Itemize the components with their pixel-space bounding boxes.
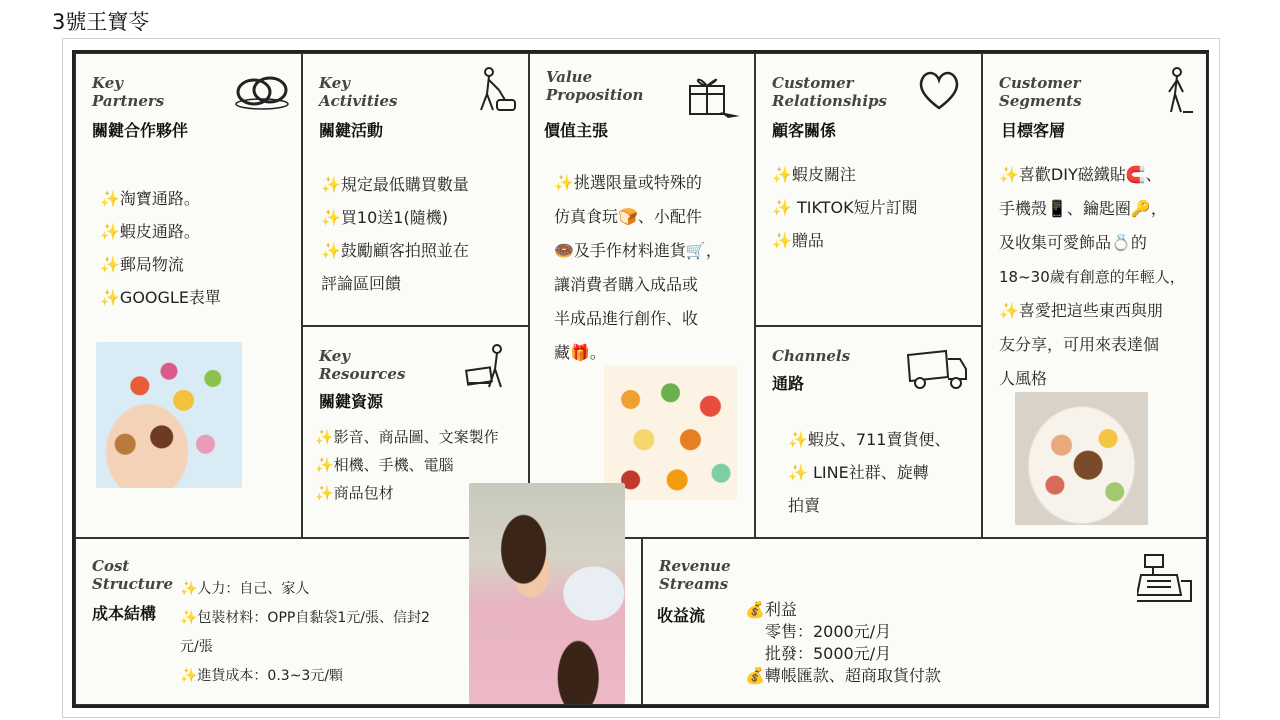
revenue-streams-en-label: Revenue Streams xyxy=(659,557,731,593)
list-item: ✨蝦皮、711賣貨便、 xyxy=(788,430,951,449)
revenue-streams-zh-label: 收益流 xyxy=(657,606,706,625)
list-item: ✨蝦皮關注 xyxy=(772,165,856,184)
key-activities-block xyxy=(302,53,529,326)
customer-relationships-block xyxy=(755,53,982,326)
customer-segments-zh-label: 目標客層 xyxy=(1001,121,1066,140)
list-item: 及收集可愛飾品💍的 xyxy=(999,233,1147,252)
miniature-food-hand-photo xyxy=(96,342,242,488)
list-item: ✨GOOGLE表單 xyxy=(100,288,221,307)
key-partners-en-label: Key Partners xyxy=(92,74,165,110)
list-item: 讓消費者購入成品或 xyxy=(554,275,699,294)
list-item: 元/張 xyxy=(180,639,213,655)
customer-relationships-en-label: Customer Relationships xyxy=(772,74,887,110)
list-item: ✨相機、手機、電腦 xyxy=(315,456,454,474)
list-item: ✨鼓勵顧客拍照並在 xyxy=(321,241,469,260)
channels-en-label: Channels xyxy=(772,347,851,365)
truck-icon xyxy=(904,347,968,391)
value-proposition-en-label: Value Proposition xyxy=(546,68,644,104)
list-item: 18~30歲有創意的年輕人， xyxy=(999,268,1185,286)
list-item: 藏🎁。 xyxy=(554,343,606,362)
list-item: ✨商品包材 xyxy=(315,484,394,502)
list-item: ✨買10送1(隨機) xyxy=(321,208,448,227)
list-item: 零售：2000元/月 xyxy=(765,622,892,641)
heart-icon xyxy=(916,68,962,112)
list-item: ✨贈品 xyxy=(772,231,824,250)
customer-relationships-zh-label: 顧客關係 xyxy=(772,121,837,140)
vacuum-person-icon xyxy=(471,66,519,114)
key-partners-zh-label: 關鍵合作夥伴 xyxy=(92,121,189,140)
revenue-streams-list xyxy=(745,599,1045,687)
list-item: 半成品進行創作、收 xyxy=(554,309,699,328)
customer-segments-en-label: Customer Segments xyxy=(999,74,1082,110)
cost-structure-zh-label: 成本結構 xyxy=(92,604,157,623)
list-item: ✨進貨成本：0.3~3元/顆 xyxy=(180,668,344,684)
list-item: ✨人力：自己、家人 xyxy=(180,581,310,597)
person-cart-icon xyxy=(463,343,515,395)
key-activities-zh-label: 關鍵活動 xyxy=(319,121,384,140)
list-item: ✨喜愛把這些東西與朋 xyxy=(999,301,1163,320)
list-item: ✨挑選限量或特殊的 xyxy=(554,173,702,192)
customer-relationships-list xyxy=(772,158,977,257)
list-item: 拍賣 xyxy=(788,496,821,515)
list-item: 手機殼📱、鑰匙圈🔑， xyxy=(999,199,1167,218)
list-item: 批發：5000元/月 xyxy=(765,644,892,663)
channels-zh-label: 通路 xyxy=(772,374,805,393)
miniature-food-tray-photo xyxy=(1015,392,1148,525)
channels-block xyxy=(755,326,982,538)
children-gashapon-photo xyxy=(469,483,625,704)
list-item: 友分享，可用來表達個 xyxy=(999,335,1160,354)
key-activities-en-label: Key Activities xyxy=(319,74,398,110)
list-item: 仿真食玩🍞、小配件 xyxy=(554,207,702,226)
gift-icon xyxy=(684,70,742,120)
standing-person-icon xyxy=(1159,66,1195,116)
list-item: ✨規定最低購買數量 xyxy=(321,175,469,194)
value-proposition-list xyxy=(554,166,750,370)
customer-segments-list xyxy=(999,158,1211,396)
list-item: ✨影音、商品圖、文案製作 xyxy=(315,428,499,446)
list-item: 💰利益 xyxy=(745,600,797,619)
list-item: 💰轉帳匯款、超商取貨付款 xyxy=(745,666,941,685)
list-item: ✨包裝材料：OPP自黏袋1元/張、信封2 xyxy=(180,610,430,626)
list-item: ✨ TIKTOK短片訂閱 xyxy=(772,198,918,217)
list-item: 人風格 xyxy=(999,369,1048,388)
list-item: 評論區回饋 xyxy=(321,274,402,293)
list-item: ✨ LINE社群、旋轉 xyxy=(788,463,929,482)
channels-list xyxy=(788,423,978,522)
key-activities-list xyxy=(321,168,521,300)
list-item: ✨蝦皮通路。 xyxy=(100,222,200,241)
cost-structure-en-label: Cost Structure xyxy=(92,557,173,593)
page-title: 3號王寶苓 xyxy=(52,10,150,34)
list-item: ✨喜歡DIY磁鐵貼🧲、 xyxy=(999,165,1162,184)
key-resources-en-label: Key Resources xyxy=(319,347,406,383)
key-partners-list xyxy=(100,182,295,314)
rings-icon xyxy=(232,66,292,112)
list-item: ✨郵局物流 xyxy=(100,255,184,274)
miniature-food-plates-photo xyxy=(604,366,737,500)
revenue-streams-block xyxy=(642,538,1209,705)
cost-structure-list xyxy=(180,575,470,691)
key-resources-zh-label: 關鍵資源 xyxy=(319,392,384,411)
list-item: ✨淘寶通路。 xyxy=(100,189,200,208)
cash-register-icon xyxy=(1137,551,1193,607)
value-proposition-zh-label: 價值主張 xyxy=(544,121,609,140)
list-item: 🍩及手作材料進貨🛒， xyxy=(554,241,722,260)
